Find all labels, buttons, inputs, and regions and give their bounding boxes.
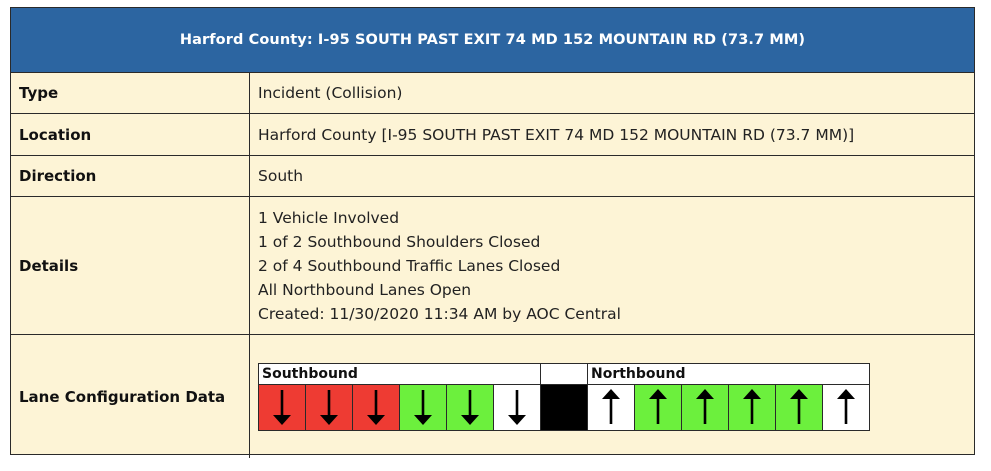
southbound-lane-4 bbox=[400, 384, 447, 430]
northbound-label: Northbound bbox=[588, 363, 870, 384]
incident-title: Harford County: I-95 SOUTH PAST EXIT 74 MD 152 MOUNTAIN RD (73.7 MM) bbox=[11, 8, 974, 73]
down-arrow-icon bbox=[365, 388, 387, 426]
incident-card bbox=[10, 7, 975, 455]
details-value bbox=[250, 197, 974, 334]
down-arrow-icon bbox=[459, 388, 481, 426]
details-line: All Northbound Lanes Open bbox=[258, 280, 472, 299]
lane-config-label: Lane Configuration Data bbox=[11, 335, 250, 458]
up-arrow-icon bbox=[788, 388, 810, 426]
location-label: Location bbox=[11, 114, 250, 155]
northbound-lane-4 bbox=[729, 384, 776, 430]
up-arrow-icon bbox=[694, 388, 716, 426]
southbound-label: Southbound bbox=[259, 363, 541, 384]
direction-value: South bbox=[258, 167, 304, 185]
direction-label: Direction bbox=[11, 156, 250, 196]
row-type bbox=[11, 73, 974, 114]
northbound-lane-2 bbox=[635, 384, 682, 430]
southbound-lane-1 bbox=[259, 384, 306, 430]
details-line: 1 Vehicle Involved bbox=[258, 208, 400, 227]
northbound-lane-5 bbox=[776, 384, 823, 430]
southbound-lane-2 bbox=[306, 384, 353, 430]
northbound-lane-1 bbox=[588, 384, 635, 430]
down-arrow-icon bbox=[318, 388, 340, 426]
row-lane-configuration bbox=[11, 335, 974, 458]
southbound-lane-6 bbox=[494, 384, 541, 430]
row-location bbox=[11, 114, 974, 156]
details-label: Details bbox=[11, 197, 250, 334]
lane-diagram bbox=[258, 363, 870, 431]
down-arrow-icon bbox=[412, 388, 434, 426]
up-arrow-icon bbox=[835, 388, 857, 426]
lane-cells-row bbox=[259, 384, 870, 430]
details-line: 2 of 4 Southbound Traffic Lanes Closed bbox=[258, 256, 561, 275]
up-arrow-icon bbox=[647, 388, 669, 426]
down-arrow-icon bbox=[271, 388, 293, 426]
up-arrow-icon bbox=[600, 388, 622, 426]
lane-config-value bbox=[250, 335, 974, 458]
up-arrow-icon bbox=[741, 388, 763, 426]
details-line: Created: 11/30/2020 11:34 AM by AOC Central bbox=[258, 304, 621, 323]
northbound-lane-6 bbox=[823, 384, 870, 430]
details-line: 1 of 2 Southbound Shoulders Closed bbox=[258, 232, 541, 251]
lane-header-row bbox=[259, 363, 870, 384]
type-label: Type bbox=[11, 73, 250, 113]
median-header bbox=[541, 363, 588, 384]
location-value: Harford County [I-95 SOUTH PAST EXIT 74 MD 152 MOUNTAIN RD (73.7 MM)] bbox=[258, 125, 855, 144]
southbound-lane-3 bbox=[353, 384, 400, 430]
median-lane bbox=[541, 384, 588, 430]
northbound-lane-3 bbox=[682, 384, 729, 430]
row-direction bbox=[11, 156, 974, 197]
type-value: Incident (Collision) bbox=[258, 84, 403, 102]
southbound-lane-5 bbox=[447, 384, 494, 430]
row-details bbox=[11, 197, 974, 335]
down-arrow-icon bbox=[506, 388, 528, 426]
